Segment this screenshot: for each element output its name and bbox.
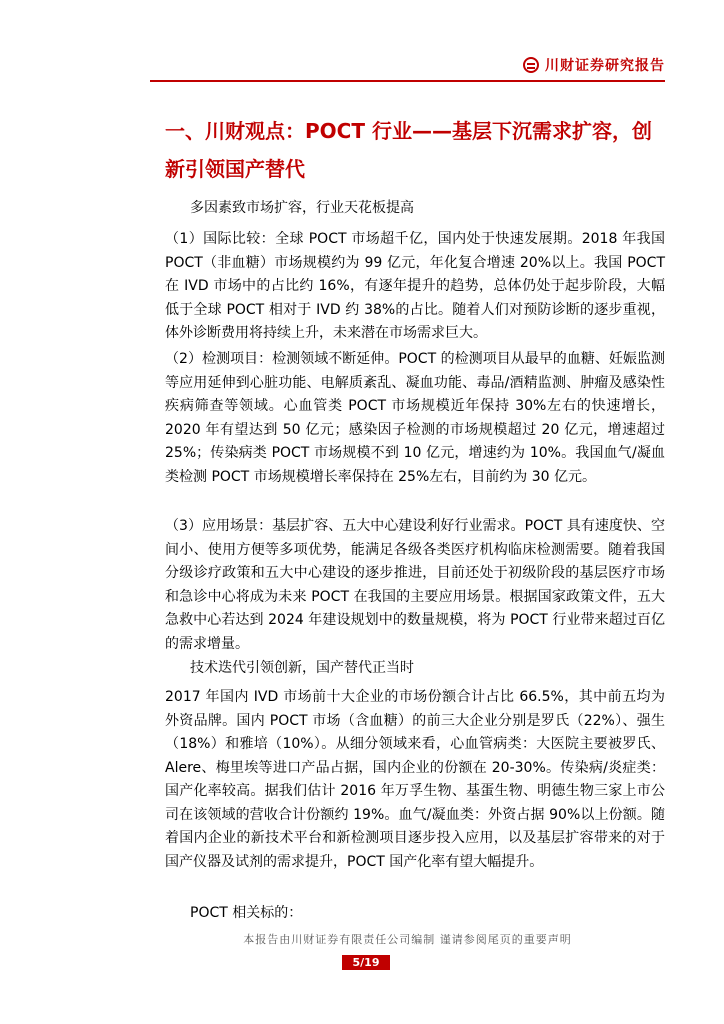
subheading-market-expansion: 多因素致市场扩容，行业天花板提高 — [190, 200, 414, 216]
paragraph-application-scenarios: （3）应用场景：基层扩容、五大中心建设利好行业需求。POCT 具有速度快、空间小、使用方便等多项优势，能满足各级各类医疗机构临床检测需要。随着我国分级诊疗政策和五大中心建设的逐步推进，目前还处于初级阶段的基层医疗市场和急诊中心将成为未来 POCT 在我国的主要应用场景。根据国家政策文件，五大急救中心若达到 2024 年建设规划中的数量规模，将为 POCT 行业带来超过百亿的需求增量。 — [165, 518, 665, 652]
paragraph-domestic-substitution: 2017 年国内 IVD 市场前十大企业的市场份额合计占比 66.5%，其中前五均为外资品牌。国内 POCT 市场（含血糖）的前三大企业分别是罗氏（22%）、强生（18%）和雅培（10%）。从细分领域来看，心血管病类：大医院主要被罗氏、Alere、梅里埃等进口产品占据，国内企业的份额在 20-30%。传染病/炎症类：国产化率较高。据我们估计 2016 年万孚生物、基蛋生物、明德生物三家上市公司在该领域的营收合计份额约 19%。血气/凝血类：外资占据 90%以上份额。随着国内企业的新技术平台和新检测项目逐步投入应用，以及基层扩容带来的对于国产仪器及试剂的需求提升，POCT 国产化率有望大幅提升。 — [165, 689, 665, 870]
footer-disclaimer: 本报告由川财证券有限责任公司编制 谨请参阅尾页的重要声明 — [243, 933, 572, 946]
paragraph-international-comparison: （1）国际比较：全球 POCT 市场超千亿，国内处于快速发展期。2018 年我国 POCT（非血糖）市场规模约为 99 亿元，年化复合增速 20%以上。我国 POCT 在 IVD 市场中的占比约 16%，有逐年提升的趋势，总体仍处于起步阶段，大幅低于全球 POCT 相对于 IVD 约 38%的占比。随着人们对预防诊断的逐步重视，体外诊断费用将持续上升，未来潜在市场需求巨大。 — [165, 231, 665, 341]
page-header — [150, 52, 665, 82]
subheading-related-stocks: POCT 相关标的： — [190, 905, 303, 921]
subheading-innovation: 技术迭代引领创新，国产替代正当时 — [190, 660, 414, 676]
paragraph-test-items: （2）检测项目：检测领域不断延伸。POCT 的检测项目从最早的血糖、妊娠监测等应用延伸到心脏功能、电解质紊乱、凝血功能、毒品/酒精监测、肿瘤及感染性疾病筛查等领域。心血管类 POCT 市场规模近年保持 30%左右的快速增长，2020 年有望达到 50 亿元；感染因子检测的市场规模超过 20 亿元，增速超过 25%；传染病类 POCT 市场规模不到 10 亿元，增速约为 10%。我国血气/凝血类检测 POCT 市场规模增长率保持在 25%左右，目前约为 30 亿元。 — [165, 351, 665, 485]
page-number: 5/19 — [342, 955, 390, 970]
section-title: 一、川财观点：POCT 行业——基层下沉需求扩容，创新引领国产替代 — [165, 119, 652, 181]
chuancai-logo-icon — [523, 57, 539, 73]
brand — [523, 55, 665, 75]
brand-name: 川财证券研究报告 — [545, 58, 665, 74]
